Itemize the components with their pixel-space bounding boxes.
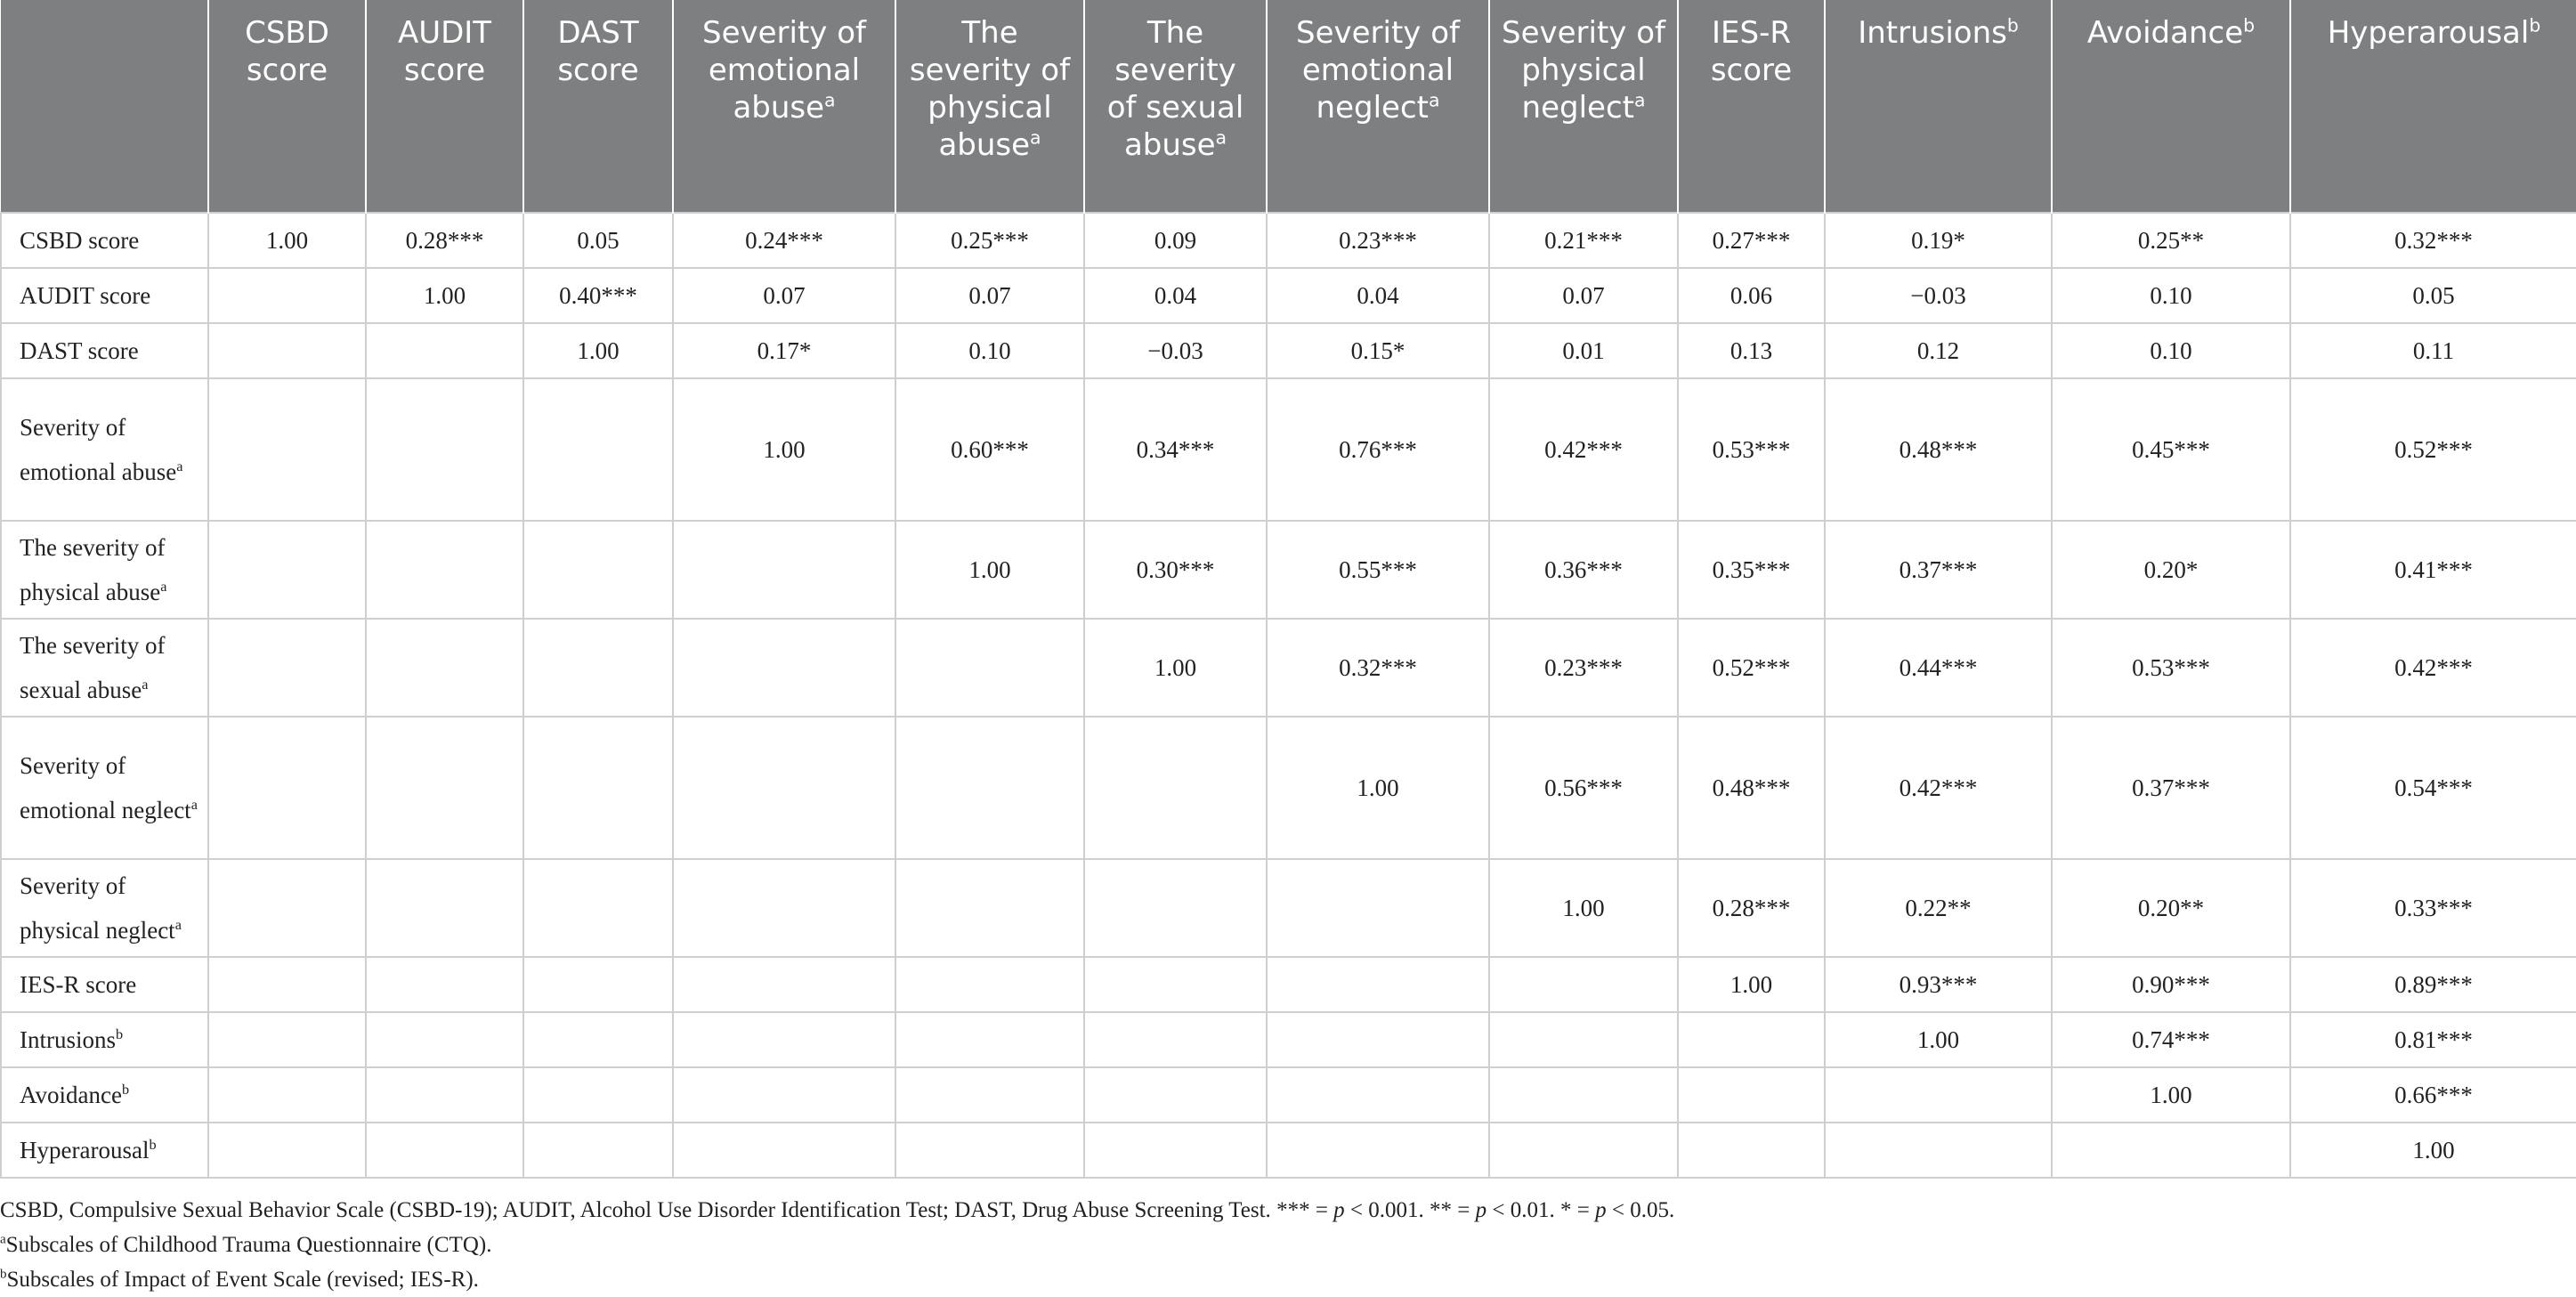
column-header-label: AUDIT score: [397, 15, 492, 88]
table-cell: [895, 859, 1084, 957]
table-cell: [1489, 957, 1678, 1012]
table-cell: [1267, 859, 1489, 957]
table-cell: [895, 957, 1084, 1012]
table-cell: [1489, 1012, 1678, 1067]
table-cell: [673, 859, 895, 957]
table-cell: [1084, 957, 1267, 1012]
sig-note-3: * = p < 0.05.: [1560, 1198, 1675, 1222]
table-cell: 1.00: [673, 378, 895, 521]
row-label: [1, 717, 208, 859]
row-label: [1, 268, 208, 323]
table-cell: 0.42***: [1825, 717, 2052, 859]
row-label: [1, 1067, 208, 1123]
table-cell: [1267, 1067, 1489, 1123]
table-cell: 0.23***: [1267, 213, 1489, 268]
table-row: [1, 323, 2576, 378]
row-label-text: The severity of physical abuse: [20, 534, 166, 605]
column-header: [1825, 0, 2052, 213]
table-cell: [1084, 717, 1267, 859]
table-cell: 0.42***: [2290, 619, 2576, 717]
table-cell: 0.90***: [2052, 957, 2290, 1012]
table-cell: 0.45***: [2052, 378, 2290, 521]
column-header: [208, 0, 366, 213]
table-cell: [366, 1123, 523, 1178]
table-cell: [366, 323, 523, 378]
header-footnote-mark: a: [824, 89, 836, 111]
table-cell: 0.05: [523, 213, 673, 268]
table-cell: 0.32***: [2290, 213, 2576, 268]
table-cell: [673, 1012, 895, 1067]
table-cell: 0.04: [1084, 268, 1267, 323]
table-row: [1, 1123, 2576, 1178]
table-cell: 1.00: [366, 268, 523, 323]
table-row: [1, 213, 2576, 268]
header-footnote-mark: b: [2243, 14, 2256, 36]
column-header: [895, 0, 1084, 213]
column-header: [1084, 0, 1267, 213]
table-cell: [673, 1123, 895, 1178]
table-cell: 1.00: [1084, 619, 1267, 717]
column-header-label: Severity of emotional abuse: [702, 15, 866, 126]
header-footnote-mark: a: [1428, 89, 1440, 111]
table-cell: 1.00: [1825, 1012, 2052, 1067]
column-header: [1267, 0, 1489, 213]
column-header: [2290, 0, 2576, 213]
table-cell: [673, 521, 895, 619]
table-cell: 0.10: [2052, 323, 2290, 378]
table-cell: 0.66***: [2290, 1067, 2576, 1123]
table-cell: 0.53***: [1678, 378, 1825, 521]
table-cell: [208, 859, 366, 957]
table-row: [1, 378, 2576, 521]
table-cell: 0.17*: [673, 323, 895, 378]
row-label-text: Avoidance: [20, 1082, 122, 1108]
table-row: [1, 619, 2576, 717]
table-cell: [523, 1012, 673, 1067]
table-cell: [895, 1067, 1084, 1123]
table-cell: 0.21***: [1489, 213, 1678, 268]
row-label-text: IES-R score: [20, 971, 137, 998]
table-cell: [1678, 1012, 1825, 1067]
table-cell: [523, 378, 673, 521]
table-cell: 0.10: [2052, 268, 2290, 323]
table-cell: [366, 859, 523, 957]
table-cell: [895, 1012, 1084, 1067]
table-cell: −0.03: [1825, 268, 2052, 323]
table-row: [1, 1067, 2576, 1123]
table-row: [1, 717, 2576, 859]
table-cell: [895, 1123, 1084, 1178]
column-header-label: Avoidance: [2086, 15, 2244, 51]
table-cell: [366, 619, 523, 717]
row-label: [1, 521, 208, 619]
table-cell: [1084, 1012, 1267, 1067]
table-cell: [523, 1067, 673, 1123]
header-footnote-mark: b: [2006, 14, 2019, 36]
table-cell: 1.00: [1678, 957, 1825, 1012]
table-cell: 0.37***: [2052, 717, 2290, 859]
column-header-label: The severity of physical abuse: [909, 15, 1071, 163]
column-header: [1678, 0, 1825, 213]
table-cell: [1267, 1012, 1489, 1067]
row-footnote-mark: a: [142, 677, 149, 693]
row-footnote-mark: b: [149, 1137, 157, 1153]
table-cell: [208, 1123, 366, 1178]
footnote-abbrev-text: CSBD, Compulsive Sexual Behavior Scale (CSBD-19); AUDIT, Alcohol Use Disorder Identification Test; DAST, Drug Abuse Screening Test.: [0, 1198, 1271, 1222]
table-cell: [673, 1067, 895, 1123]
table-cell: [1678, 1123, 1825, 1178]
table-cell: 0.52***: [1678, 619, 1825, 717]
table-cell: 0.19*: [1825, 213, 2052, 268]
table-cell: [523, 717, 673, 859]
row-label: [1, 213, 208, 268]
table-cell: [1825, 1067, 2052, 1123]
table-cell: 0.41***: [2290, 521, 2576, 619]
table-row: [1, 957, 2576, 1012]
row-label-text: Severity of emotional neglect: [20, 752, 191, 823]
table-cell: 1.00: [208, 213, 366, 268]
table-cell: 0.76***: [1267, 378, 1489, 521]
table-cell: [366, 1012, 523, 1067]
row-label-text: Intrusions: [20, 1026, 116, 1053]
table-cell: 0.56***: [1489, 717, 1678, 859]
header-footnote-mark: a: [1215, 126, 1227, 149]
row-footnote-mark: b: [116, 1026, 124, 1042]
table-cell: [1267, 1123, 1489, 1178]
footnote-abbreviations: [0, 1193, 1674, 1228]
column-header-label: Intrusions: [1858, 15, 2007, 51]
column-header: [366, 0, 523, 213]
table-cell: [673, 957, 895, 1012]
column-header-label: Hyperarousal: [2327, 15, 2530, 51]
table-cell: [1489, 1123, 1678, 1178]
table-cell: [523, 1123, 673, 1178]
table-cell: 0.04: [1267, 268, 1489, 323]
table-cell: [208, 378, 366, 521]
table-cell: 0.15*: [1267, 323, 1489, 378]
row-label: [1, 619, 208, 717]
table-cell: 0.10: [895, 323, 1084, 378]
table-cell: 0.42***: [1489, 378, 1678, 521]
table-row: [1, 521, 2576, 619]
row-label-text: Severity of emotional abuse: [20, 414, 177, 485]
table-cell: 0.27***: [1678, 213, 1825, 268]
table-cell: 0.13: [1678, 323, 1825, 378]
table-cell: 0.40***: [523, 268, 673, 323]
table-cell: [208, 717, 366, 859]
table-cell: 0.33***: [2290, 859, 2576, 957]
table-cell: 0.20**: [2052, 859, 2290, 957]
table-cell: 0.55***: [1267, 521, 1489, 619]
row-label-text: CSBD score: [20, 227, 140, 254]
row-label: [1, 1123, 208, 1178]
table-cell: [366, 378, 523, 521]
table-cell: 0.07: [673, 268, 895, 323]
table-cell: [208, 619, 366, 717]
row-label: [1, 957, 208, 1012]
header-row: [1, 0, 2576, 213]
table-row: [1, 1012, 2576, 1067]
footnotes: [0, 1193, 1674, 1297]
table-cell: [208, 268, 366, 323]
column-header-label: IES-R score: [1710, 15, 1793, 88]
table-cell: [523, 619, 673, 717]
row-label: [1, 1012, 208, 1067]
table-cell: [1084, 1067, 1267, 1123]
table-cell: 0.24***: [673, 213, 895, 268]
column-header-label: DAST score: [557, 15, 639, 88]
column-header: [1, 0, 208, 213]
table-cell: 0.20*: [2052, 521, 2290, 619]
table-cell: [2052, 1123, 2290, 1178]
table-cell: 0.53***: [2052, 619, 2290, 717]
sig-note-1: *** = p < 0.001.: [1276, 1198, 1424, 1222]
table-cell: 0.37***: [1825, 521, 2052, 619]
table-cell: [366, 717, 523, 859]
footnote-a: $^a$Subscales of Childhood Trauma Questionnaire (CTQ).: [0, 1232, 492, 1257]
column-header: [2052, 0, 2290, 213]
table-cell: 0.09: [1084, 213, 1267, 268]
table-cell: 0.32***: [1267, 619, 1489, 717]
row-label: [1, 859, 208, 957]
table-cell: 0.60***: [895, 378, 1084, 521]
column-header-label: CSBD score: [245, 15, 329, 88]
table-cell: [1825, 1123, 2052, 1178]
table-cell: 0.01: [1489, 323, 1678, 378]
row-label: [1, 378, 208, 521]
table-cell: [673, 619, 895, 717]
table-cell: 0.25**: [2052, 213, 2290, 268]
row-footnote-mark: b: [121, 1082, 130, 1098]
table-cell: [208, 323, 366, 378]
table-cell: [1489, 1067, 1678, 1123]
table-body: [1, 213, 2576, 1178]
table-cell: 0.54***: [2290, 717, 2576, 859]
table-cell: [208, 521, 366, 619]
table-cell: 0.05: [2290, 268, 2576, 323]
table-cell: 0.44***: [1825, 619, 2052, 717]
table-cell: 1.00: [1267, 717, 1489, 859]
table-cell: 0.28***: [366, 213, 523, 268]
table-cell: 0.48***: [1825, 378, 2052, 521]
table-cell: [673, 717, 895, 859]
header-footnote-mark: b: [2529, 14, 2541, 36]
table-cell: 0.23***: [1489, 619, 1678, 717]
table-row: [1, 859, 2576, 957]
table-cell: 0.81***: [2290, 1012, 2576, 1067]
row-label-text: The severity of sexual abuse: [20, 632, 166, 703]
header-footnote-mark: a: [1633, 89, 1646, 111]
table-cell: 1.00: [1489, 859, 1678, 957]
table-cell: 0.30***: [1084, 521, 1267, 619]
row-label-text: AUDIT score: [20, 282, 151, 309]
table-row: [1, 268, 2576, 323]
row-footnote-mark: a: [176, 458, 183, 474]
table-cell: [366, 957, 523, 1012]
table-cell: [1084, 1123, 1267, 1178]
table-cell: 0.28***: [1678, 859, 1825, 957]
table-cell: 1.00: [523, 323, 673, 378]
table-cell: 0.52***: [2290, 378, 2576, 521]
row-label-text: Severity of physical neglect: [20, 872, 175, 944]
table-cell: 0.07: [1489, 268, 1678, 323]
table-cell: [366, 521, 523, 619]
table-cell: 1.00: [2052, 1067, 2290, 1123]
table-cell: 0.93***: [1825, 957, 2052, 1012]
column-header-label: Severity of physical neglect: [1502, 15, 1665, 126]
table-cell: [208, 1067, 366, 1123]
table-cell: 0.74***: [2052, 1012, 2290, 1067]
table-cell: 0.48***: [1678, 717, 1825, 859]
column-header: [523, 0, 673, 213]
sig-note-2: ** = p < 0.01.: [1430, 1198, 1555, 1222]
table-cell: 0.89***: [2290, 957, 2576, 1012]
table-cell: 0.36***: [1489, 521, 1678, 619]
footnote-b: $^b$Subscales of Impact of Event Scale (revised; IES-R).: [0, 1267, 479, 1292]
table-cell: 0.11: [2290, 323, 2576, 378]
table-cell: −0.03: [1084, 323, 1267, 378]
table-cell: [523, 859, 673, 957]
table-cell: [523, 957, 673, 1012]
table-cell: 0.06: [1678, 268, 1825, 323]
column-header: [1489, 0, 1678, 213]
row-label: [1, 323, 208, 378]
table-cell: [1267, 957, 1489, 1012]
row-footnote-mark: a: [174, 917, 182, 933]
table-cell: [208, 957, 366, 1012]
table-cell: 1.00: [2290, 1123, 2576, 1178]
row-footnote-mark: a: [190, 797, 198, 813]
table-cell: 0.22**: [1825, 859, 2052, 957]
row-label-text: DAST score: [20, 337, 139, 364]
table-cell: [366, 1067, 523, 1123]
table-cell: 0.12: [1825, 323, 2052, 378]
table-cell: 0.35***: [1678, 521, 1825, 619]
table-cell: [1084, 859, 1267, 957]
column-header-label: The severity of sexual abuse: [1106, 15, 1244, 163]
row-footnote-mark: a: [160, 579, 167, 595]
table-cell: 1.00: [895, 521, 1084, 619]
table-cell: 0.07: [895, 268, 1084, 323]
table-cell: [895, 717, 1084, 859]
table-cell: [523, 521, 673, 619]
table-cell: [895, 619, 1084, 717]
table-cell: 0.34***: [1084, 378, 1267, 521]
table-cell: [1678, 1067, 1825, 1123]
header-footnote-mark: a: [1030, 126, 1041, 149]
table-cell: [208, 1012, 366, 1067]
column-header-label: Severity of emotional neglect: [1296, 15, 1460, 126]
row-label-text: Hyperarousal: [20, 1137, 150, 1163]
table-cell: 0.25***: [895, 213, 1084, 268]
column-header: [673, 0, 895, 213]
